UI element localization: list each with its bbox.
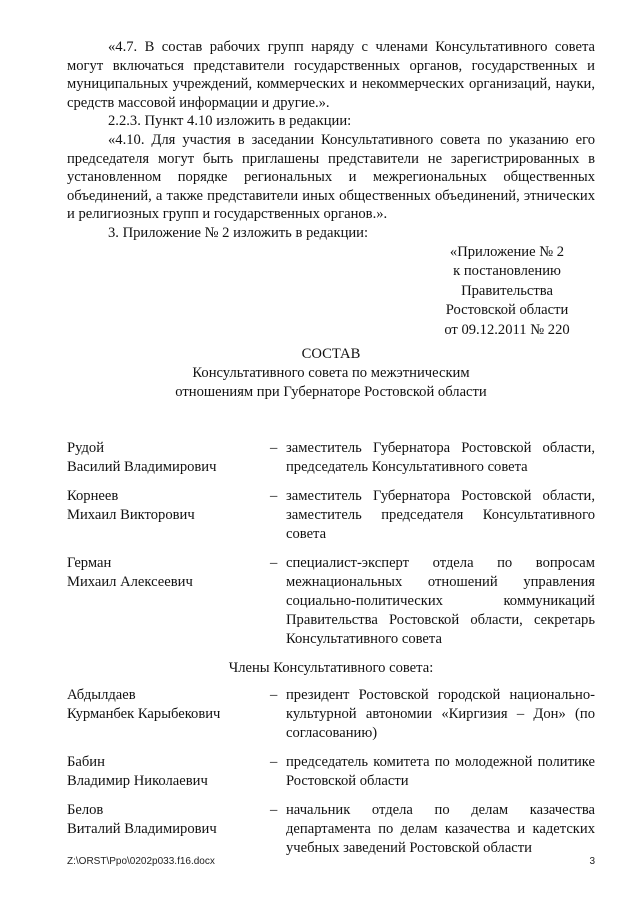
member-entry — [67, 801, 595, 858]
member-entry — [67, 439, 595, 477]
paragraph-2-2-3: 2.2.3. Пункт 4.10 изложить в редакции: — [108, 113, 352, 130]
title-heading: СОСТАВ — [301, 346, 361, 362]
member-role: заместитель Губернатора Ростовской области, заместитель председателя Консультативного совета — [286, 488, 595, 542]
member-given-names: Василий Владимирович — [67, 459, 217, 475]
member-entry — [67, 686, 595, 743]
member-name — [67, 686, 270, 743]
dash: – — [270, 754, 278, 770]
member-entry — [67, 554, 595, 649]
member-given-names: Владимир Николаевич — [67, 773, 208, 789]
member-name — [67, 753, 270, 791]
member-role: председатель комитета по молодежной политике Ростовской области — [286, 754, 595, 789]
page-number: 3 — [589, 856, 595, 867]
member-given-names: Курманбек Карыбекович — [67, 706, 221, 722]
appendix-line: Ростовской области — [445, 302, 569, 319]
member-surname: Корнеев — [67, 488, 119, 504]
member-surname: Рудой — [67, 440, 105, 456]
dash: – — [270, 687, 278, 703]
appendix-line: Правительства — [461, 282, 553, 299]
member-role: специалист-эксперт отдела по вопросам межнациональных отношений управления социально-политических коммуникаций Правительства Ростовской области, секретарь Консультативного совета — [286, 555, 595, 647]
paragraph-4-10: «4.10. Для участия в заседании Консультативного совета по указанию его председателя могут быть приглашены представители не зарегистрированных в установленном порядке региональных и межрегиональных общественных объединений, а также представители иных общественных объединений, этнических и религиозных групп и государственных органов.». — [67, 131, 595, 223]
members-heading: Члены Консультативного совета: — [228, 660, 434, 676]
appendix-line: к постановлению — [453, 263, 561, 280]
paragraph-4-7: «4.7. В состав рабочих групп наряду с членами Консультативного совета могут включаться представители государственных органов, государственных и муниципальных учреждений, коммерческих и некоммерческих организаций, науки, средств массовой информации и другие.». — [67, 39, 595, 111]
member-given-names: Михаил Алексеевич — [67, 574, 193, 590]
member-surname: Абдылдаев — [67, 687, 136, 703]
dash: – — [270, 555, 278, 571]
body-text — [67, 38, 595, 243]
member-surname: Белов — [67, 802, 104, 818]
dash: – — [270, 802, 278, 818]
member-name — [67, 439, 270, 477]
member-name — [67, 554, 270, 649]
member-role: президент Ростовской городской национально-культурной автономии «Киргизия – Дон» (по согласованию) — [286, 687, 595, 741]
appendix-reference — [422, 243, 592, 340]
member-entry — [67, 487, 595, 544]
member-role: заместитель Губернатора Ростовской области, председатель Консультативного совета — [286, 440, 595, 475]
appendix-line: «Приложение № 2 — [449, 244, 565, 260]
dash: – — [270, 440, 278, 456]
title-line-2: отношениям при Губернаторе Ростовской области — [175, 384, 487, 400]
member-role: начальник отдела по делам казачества департамента по делам казачества и кадетских учебных заведений Ростовской области — [286, 802, 595, 856]
member-name — [67, 487, 270, 544]
appendix-line: от 09.12.2011 № 220 — [444, 321, 570, 338]
member-name — [67, 801, 270, 858]
member-entry — [67, 753, 595, 791]
file-path: Z:\ORST\Ppo\0202p033.f16.docx — [67, 856, 215, 867]
member-surname: Бабин — [67, 754, 105, 770]
council-composition — [67, 439, 595, 868]
dash: – — [270, 488, 278, 504]
member-surname: Герман — [67, 555, 112, 571]
member-given-names: Михаил Викторович — [67, 507, 195, 523]
member-given-names: Виталий Владимирович — [67, 821, 217, 837]
title-line-1: Консультативного совета по межэтническим — [192, 365, 470, 381]
paragraph-3: 3. Приложение № 2 изложить в редакции: — [108, 224, 369, 241]
composition-title — [67, 345, 595, 402]
